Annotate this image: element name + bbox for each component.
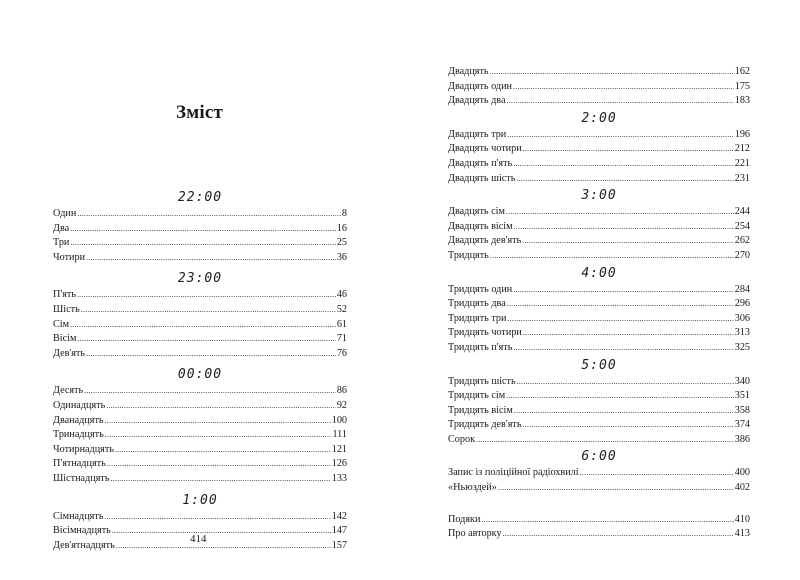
toc-entry-label: Чотирнадцять — [53, 443, 114, 455]
toc-entry-label: Тридцять три — [448, 312, 507, 324]
toc-entry[interactable] — [448, 65, 750, 80]
leader-dots — [110, 472, 330, 487]
toc-entry-label: Тридцять шість — [448, 375, 516, 387]
leader-dots — [476, 433, 734, 448]
section-time-heading: 2:00 — [581, 110, 617, 126]
toc-entry-label: Двадцять сім — [448, 206, 505, 218]
toc-entry[interactable] — [448, 466, 750, 481]
leader-dots — [77, 288, 336, 303]
toc-section-03 — [448, 186, 750, 263]
toc-entry-page: 254 — [734, 220, 750, 232]
toc-entry-page: 133 — [331, 472, 347, 484]
page-number: 414 — [190, 533, 207, 545]
toc-entry-page: 400 — [734, 467, 750, 479]
leader-dots — [514, 404, 734, 419]
toc-entry-page: 100 — [331, 414, 347, 426]
leader-dots — [81, 303, 336, 318]
toc-entry-label: Тридцять один — [448, 283, 513, 295]
toc-entry[interactable] — [448, 128, 750, 143]
toc-entry[interactable] — [448, 433, 750, 448]
toc-entry-label: Три — [53, 237, 70, 249]
toc-entry[interactable] — [53, 236, 347, 251]
leader-dots — [513, 157, 734, 172]
toc-entry[interactable] — [53, 318, 347, 333]
toc-entry-page: 147 — [331, 525, 347, 537]
toc-entry-page: 86 — [336, 385, 347, 397]
toc-entry-page: 374 — [734, 419, 750, 431]
toc-entry-page: 76 — [336, 347, 347, 359]
leader-dots — [506, 389, 734, 404]
toc-entry[interactable] — [448, 94, 750, 109]
toc-entry-label: Тринадцять — [53, 429, 104, 441]
toc-entry-page: 71 — [336, 333, 347, 345]
right-page — [400, 0, 800, 580]
leader-dots — [106, 399, 336, 414]
toc-entry-label: Сімнадцять — [53, 510, 104, 522]
toc-entry-page: 221 — [734, 157, 750, 169]
toc-entry-label: П'ятнадцять — [53, 458, 106, 470]
toc-entry-label: Шість — [53, 303, 80, 315]
toc-entry[interactable] — [53, 457, 347, 472]
toc-entry[interactable] — [53, 510, 347, 525]
toc-section-23 — [53, 269, 347, 361]
leader-dots — [514, 220, 734, 235]
toc-section-05 — [448, 356, 750, 448]
toc-entry-label: Вісімнадцять — [53, 525, 111, 537]
toc-entry-page: 111 — [332, 429, 347, 441]
toc-entry-label: «Ньюздей» — [448, 482, 497, 494]
toc-entry-label: Тридцять два — [448, 298, 506, 310]
toc-entry[interactable] — [448, 312, 750, 327]
toc-entry-label: Подяки — [448, 513, 481, 525]
toc-entry-page: 262 — [734, 235, 750, 247]
toc-entry-label: Двадцять чотири — [448, 143, 522, 155]
toc-entry-label: Двадцять дев'ять — [448, 235, 522, 247]
toc-entry-page: 46 — [336, 289, 347, 301]
toc-entry-label: Тридцять сім — [448, 390, 506, 402]
toc-back-matter — [448, 513, 750, 542]
toc-entry-page: 36 — [336, 251, 347, 263]
toc-entry[interactable] — [448, 418, 750, 433]
leader-dots — [107, 457, 331, 472]
leader-dots — [86, 347, 336, 362]
toc-entry-label: Двадцять шість — [448, 172, 516, 184]
section-time-heading: 22:00 — [177, 190, 223, 205]
toc-entry-label: Двадцять два — [448, 95, 506, 107]
toc-entry-label: Дев'ятнадцять — [53, 539, 115, 551]
toc-entry[interactable] — [53, 443, 347, 458]
toc-entry[interactable] — [53, 303, 347, 318]
leader-dots — [70, 318, 336, 333]
toc-entry-page: 212 — [734, 143, 750, 155]
left-toc-column — [53, 188, 347, 553]
toc-entry[interactable] — [448, 205, 750, 220]
toc-entry[interactable] — [53, 347, 347, 362]
toc-entry[interactable] — [53, 472, 347, 487]
toc-entry[interactable] — [53, 332, 347, 347]
toc-entry-page: 162 — [734, 66, 750, 77]
toc-entry-label: Двадцять один — [448, 80, 512, 92]
toc-entry-page: 296 — [734, 298, 750, 310]
toc-entry[interactable] — [448, 389, 750, 404]
toc-entry[interactable] — [448, 172, 750, 187]
toc-entry-label: Сорок — [448, 433, 476, 445]
toc-entry-label: Двадцять п'ять — [448, 157, 513, 169]
section-time-heading: 1:00 — [182, 492, 218, 508]
toc-entry-page: 121 — [331, 443, 347, 455]
toc-entry[interactable] — [53, 222, 347, 237]
toc-entry-label: Один — [53, 208, 77, 219]
toc-entry-page: 284 — [734, 283, 750, 295]
toc-section-06 — [448, 447, 750, 495]
toc-entry[interactable] — [53, 428, 347, 443]
toc-entry[interactable] — [448, 527, 750, 542]
toc-entry-label: Дев'ять — [53, 347, 86, 359]
toc-entry[interactable] — [448, 157, 750, 172]
toc-entry-page: 325 — [734, 341, 750, 353]
toc-entry-page: 175 — [734, 80, 750, 92]
section-time-heading: 3:00 — [581, 188, 617, 204]
toc-entry-page: 126 — [331, 458, 347, 470]
toc-entry-label: Тридцять дев'ять — [448, 419, 522, 431]
leader-dots — [104, 510, 330, 525]
toc-entry[interactable] — [53, 384, 347, 399]
leader-dots — [84, 384, 336, 399]
leader-dots — [77, 207, 341, 222]
leader-dots — [580, 466, 734, 481]
leader-dots — [513, 341, 733, 356]
toc-entry-label: Шістнадцять — [53, 472, 110, 484]
leader-dots — [115, 443, 331, 458]
section-time-heading: 6:00 — [581, 449, 617, 465]
toc-entry-page: 313 — [734, 327, 750, 339]
toc-entry-label: Тридцять вісім — [448, 404, 513, 416]
toc-entry[interactable] — [53, 251, 347, 266]
toc-entry[interactable] — [448, 297, 750, 312]
leader-dots — [86, 251, 336, 266]
toc-entry-page: 340 — [734, 375, 750, 387]
toc-entry-page: 183 — [734, 95, 750, 107]
toc-entry-label: Двадцять — [448, 66, 489, 77]
toc-entry-label: Дванадцять — [53, 414, 104, 426]
leader-dots — [507, 312, 733, 327]
toc-entry-page: 358 — [734, 404, 750, 416]
toc-entry[interactable] — [53, 207, 347, 222]
toc-entry-label: Тридцять чотири — [448, 327, 522, 339]
toc-entry-label: Запис із поліційної радіохвилі — [448, 467, 579, 479]
toc-entry-page: 386 — [734, 433, 750, 445]
toc-entry-label: Чотири — [53, 251, 86, 263]
toc-entry-label: Десять — [53, 385, 84, 397]
toc-entry-page: 413 — [734, 528, 750, 540]
toc-entry-page: 410 — [734, 513, 750, 525]
leader-dots — [490, 65, 734, 80]
leader-dots — [517, 375, 734, 390]
toc-entry[interactable] — [448, 375, 750, 390]
toc-entry-label: П'ять — [53, 289, 76, 301]
toc-entry-page: 92 — [336, 399, 347, 411]
leader-dots — [498, 481, 734, 496]
section-time-heading: 4:00 — [581, 265, 617, 281]
section-time-heading: 00:00 — [177, 367, 223, 383]
leader-dots — [116, 539, 331, 554]
leader-dots — [503, 527, 734, 542]
leader-dots — [507, 128, 733, 143]
toc-section-22 — [53, 188, 347, 265]
leader-dots — [522, 234, 733, 249]
leader-dots — [70, 222, 336, 237]
toc-section-04 — [448, 264, 750, 356]
toc-entry[interactable] — [448, 326, 750, 341]
toc-entry[interactable] — [53, 288, 347, 303]
toc-entry-page: 142 — [331, 510, 347, 522]
toc-entry-page: 157 — [331, 539, 347, 551]
leader-dots — [522, 418, 733, 433]
toc-entry-label: Одинадцять — [53, 399, 106, 411]
toc-entry[interactable] — [53, 399, 347, 414]
leader-dots — [490, 249, 734, 264]
toc-entry[interactable] — [448, 142, 750, 157]
toc-entry[interactable] — [448, 481, 750, 496]
leader-dots — [513, 283, 733, 298]
toc-entry-page: 402 — [734, 482, 750, 494]
toc-section-02 — [448, 109, 750, 186]
leader-dots — [112, 524, 331, 539]
leader-dots — [507, 94, 734, 109]
toc-entry-page: 196 — [734, 128, 750, 140]
toc-entry[interactable] — [53, 414, 347, 429]
leader-dots — [523, 326, 734, 341]
leader-dots — [523, 142, 734, 157]
toc-entry-page: 8 — [341, 208, 347, 219]
page-title: Зміст — [176, 102, 224, 123]
toc-entry-page: 306 — [734, 312, 750, 324]
toc-entry-page: 16 — [336, 222, 347, 234]
toc-entry-label: Вісім — [53, 333, 77, 345]
leader-dots — [516, 172, 733, 187]
leader-dots — [105, 428, 332, 443]
toc-entry-page: 351 — [734, 390, 750, 402]
toc-entry-page: 52 — [336, 303, 347, 315]
toc-entry[interactable] — [448, 234, 750, 249]
toc-entry-page: 244 — [734, 206, 750, 218]
leader-dots — [481, 513, 733, 528]
toc-entry-label: Сім — [53, 318, 70, 330]
right-toc-column — [448, 65, 750, 542]
section-time-heading: 5:00 — [581, 357, 617, 373]
leader-dots — [105, 414, 331, 429]
leader-dots — [77, 332, 335, 347]
toc-entry[interactable] — [448, 404, 750, 419]
toc-entry[interactable] — [448, 220, 750, 235]
toc-entry[interactable] — [448, 80, 750, 95]
leader-dots — [513, 80, 734, 95]
toc-entry[interactable] — [448, 283, 750, 298]
toc-entry[interactable] — [448, 341, 750, 356]
toc-entry-page: 25 — [336, 237, 347, 249]
toc-entry-label: Про авторку — [448, 528, 502, 540]
leader-dots — [506, 205, 734, 220]
toc-entry-label: Двадцять вісім — [448, 220, 513, 232]
toc-entry[interactable] — [448, 249, 750, 264]
toc-entry-page: 270 — [734, 249, 750, 261]
toc-entry-page: 61 — [336, 318, 347, 330]
toc-entry-label: Два — [53, 222, 70, 234]
section-time-heading: 23:00 — [177, 271, 223, 287]
toc-entry-label: Тридцять п'ять — [448, 341, 513, 353]
leader-dots — [70, 236, 335, 251]
toc-entry[interactable] — [448, 513, 750, 528]
toc-entry-page: 231 — [734, 172, 750, 184]
toc-continued-entries — [448, 65, 750, 109]
toc-entry-label: Тридцять — [448, 249, 489, 261]
toc-entry-label: Двадцять три — [448, 128, 507, 140]
toc-section-00 — [53, 365, 347, 486]
leader-dots — [507, 297, 734, 312]
